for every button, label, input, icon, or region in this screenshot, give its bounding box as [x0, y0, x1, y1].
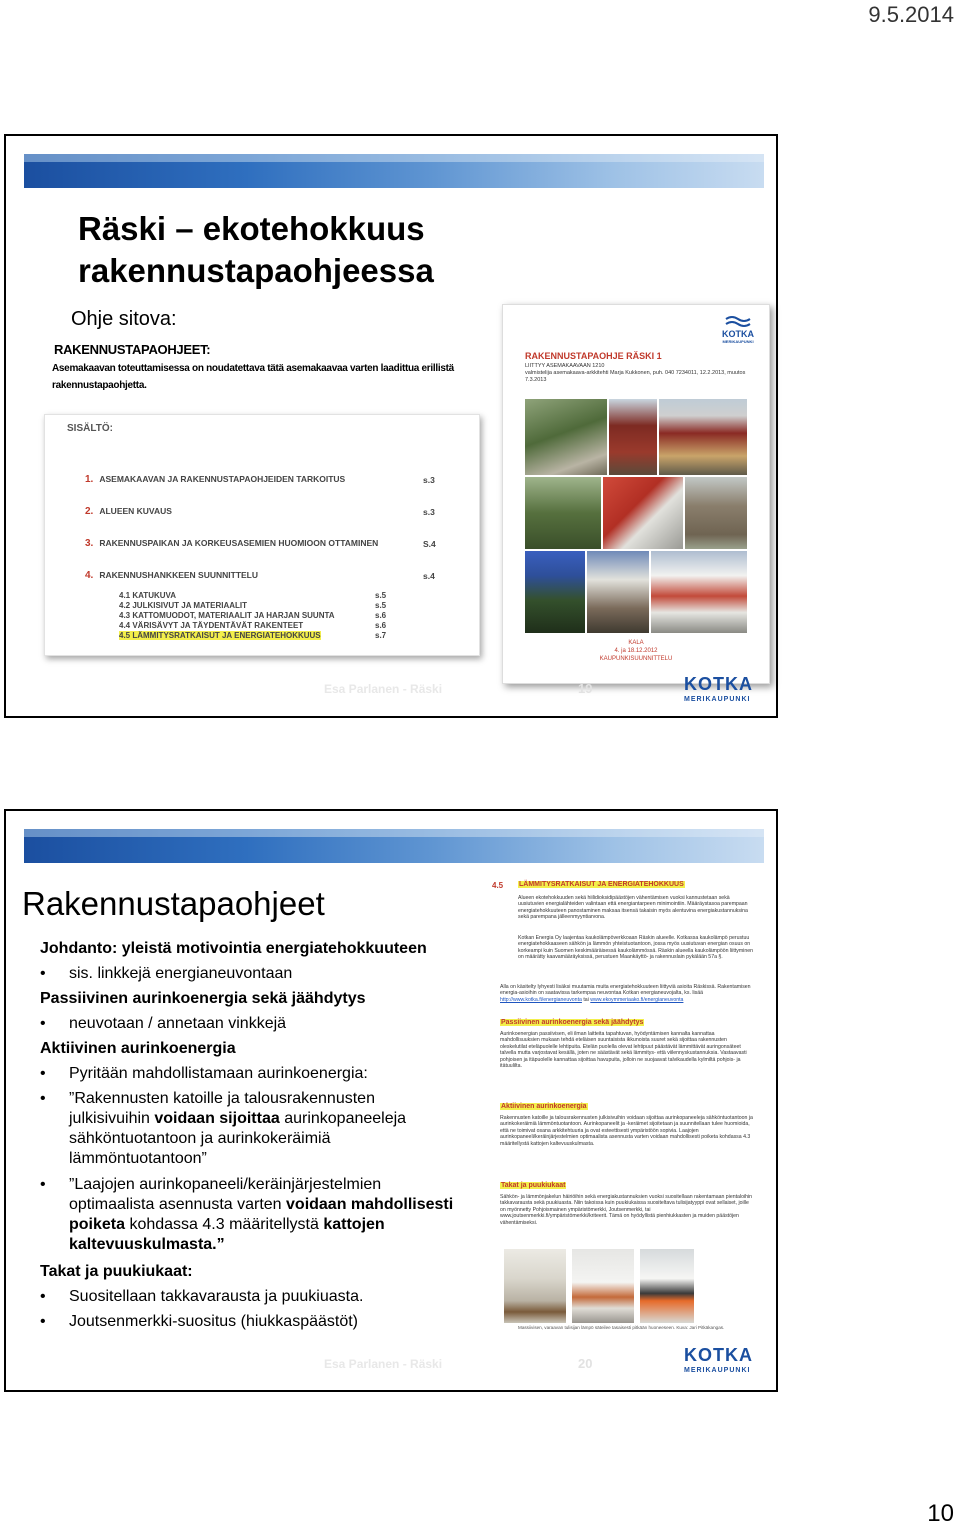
slide-title: Räski – ekotehokkuus rakennustapaohjeessa — [78, 210, 434, 289]
cover-kala-subtext: KAUPUNKISUUNNITTELU — [599, 656, 673, 662]
section-heading: Johdanto: yleistä motivointia energiatehokkuuteen — [40, 940, 427, 957]
cover-logo — [717, 315, 759, 344]
bullet-text: Joutsenmerkki-suositus (hiukkaspäästöt) — [69, 1313, 359, 1330]
kotka-logo — [684, 674, 753, 703]
bullet-item: • sis. linkkejä energianeuvontaan — [40, 964, 480, 984]
toc-subitem-page: s.7 — [375, 631, 387, 640]
cover-logo-text: KOTKA — [722, 329, 754, 339]
kotka-logo — [684, 1347, 753, 1379]
toc-item-number: 4. — [85, 570, 94, 581]
doc-photo-caption: Massiivisen, varaavan tulisijan lämpö säteilee tasaisesti pitkään huoneeseen. Kuva: Jari Pitkäkangas. — [518, 1325, 725, 1330]
cover-kala-text: KALA — [628, 640, 644, 646]
doc-paragraph: Sähkön- ja lämmönjakelun häiriöihin sekä energiakustannuksien vuoksi suositellaan rakentamaan pientaloihin takkavarausta sekä puukiuasta. Niin takoissa kuin puukiukaissa suositeltava tulisijatyyppi ovat sellaiset, joille on myönnetty Pohjoismainen ympäristömerkki, Joutsenmerkki, tai www.joutsenmerkki.fi/ympäristömerkki/kriteerit. Tämä on hyödyllistä pienhiukkasten ja muiden päästöjen vähentämiseksi. — [500, 1194, 753, 1226]
toc-item-page: s.4 — [423, 571, 435, 581]
bullet-text: neuvotaan / annetaan vinkkejä — [69, 1015, 287, 1032]
slide-footer-author: Esa Parlanen - Räski — [324, 1357, 443, 1371]
photo-forest-path — [525, 399, 607, 475]
doc-subheading: Takat ja puukiukaat — [501, 1182, 566, 1189]
doc-paragraph: Aurinkoenergian passiivisen, eli ilman laitteita tapahtuvan, hyödyntämisen kannalta kannattaa mahdollisuuksien mukaan tehdä eteläisen suuntaisista ikkunoista suuret sekä sijoittaa rakennusten oleskelutilat eteläpuolelle lehtipuita. Etelän puolella olevat lehtipuut päästävät lämmittävät auringonsäteet talvella mutta varjostavat kesällä, joten ne säästävät sekä lämmitys- että viilennyskustannuksia. Vastaavasti pohjoisen ja itäpuolelle kannattaa sijoittaa havupuita, jolloin ne suojaavat talvikaudella kylmiltä pohjois- ja itätuulilta. — [500, 1031, 747, 1070]
doc-link[interactable]: http://www.kotka.fi/energianeuvonta — [500, 996, 582, 1003]
cover-page-thumbnail — [502, 304, 770, 684]
toc-item-label: ASEMAKAAVAN JA RAKENNUSTAPAOHJEIDEN TARKOITUS — [99, 474, 346, 484]
doc-link[interactable]: www.ekoymmeriaako.fi/energianeuvonta — [590, 996, 684, 1003]
kotka-logo-subtext: MERIKAUPUNKI — [684, 1367, 751, 1374]
toc-subitem-label: 4.5 LÄMMITYSRATKAISUT JA ENERGIATEHOKKUUS — [119, 631, 321, 640]
kotka-logo-text: KOTKA — [684, 674, 753, 694]
slide-header-band — [24, 829, 764, 863]
slide-number: 20 — [578, 1356, 593, 1371]
toc-item-number: 2. — [85, 506, 94, 517]
section-heading: Aktiivinen aurinkoenergia — [40, 1040, 236, 1057]
photo-fireplace — [504, 1249, 566, 1323]
photo-fireplace — [640, 1249, 694, 1323]
toc-subitem-label: 4.1 KATUKUVA — [119, 591, 177, 600]
toc-item — [85, 474, 445, 485]
photo-apartment — [651, 551, 747, 633]
toc-item-number: 1. — [85, 474, 94, 485]
toc-item-label: ALUEEN KUVAUS — [99, 506, 172, 516]
bullet-item: • Suositellaan takkavarausta ja puukiuasta. — [40, 1287, 480, 1307]
toc-subitem — [119, 611, 419, 621]
cover-line: LIITTYY ASEMAKAAVAAN 1210 — [525, 363, 605, 369]
toc-item-number: 3. — [85, 538, 94, 549]
toc-item-label: RAKENNUSPAIKAN JA KORKEUSASEMIEN HUOMIOON OTTAMINEN — [99, 538, 379, 548]
bullet-text: Suositellaan takkavarausta ja puukiuasta. — [69, 1288, 364, 1305]
quote-text: ”Rakennusten katoille ja talousrakennusten julkisivuihin — [69, 1090, 375, 1127]
doc-section-number: 4.5 — [492, 881, 504, 890]
slide-title: Rakennustapaohjeet — [22, 885, 325, 922]
toc-item-page: S.4 — [423, 539, 436, 549]
table-of-contents — [44, 414, 480, 656]
kotka-logo-subtext: MERIKAUPUNKI — [684, 696, 751, 703]
slide-subtitle: Ohje sitova: — [71, 308, 177, 330]
photo-red-house — [609, 399, 657, 475]
quote-text: aurinkopaneeleja sähköntuotantoon ja aurinkokeräimiä lämmöntuotantoon” — [69, 1110, 407, 1167]
quote-emphasis: kattojen kaltevuuskulmasta.” — [69, 1216, 385, 1253]
photo-meadow — [525, 477, 601, 549]
page-date: 9.5.2014 — [868, 2, 954, 27]
toc-item — [85, 538, 445, 549]
toc-subitem-page: s.5 — [375, 601, 387, 610]
slide-footer-author: Esa Parlanen - Räski — [324, 682, 443, 696]
doc-text: tai — [583, 996, 589, 1003]
toc-item-label: RAKENNUSHANKKEEN SUUNNITTELU — [99, 570, 259, 580]
bullet-item: • Pyritään mahdollistamaan aurinkoenergia: — [40, 1064, 480, 1084]
bullet-text: Pyritään mahdollistamaan aurinkoenergia: — [69, 1065, 368, 1082]
quote-emphasis: voidaan sijoittaa — [154, 1110, 280, 1127]
quote-text: ”Laajojen aurinkopaneeli/keräinjärjestelmien optimaalista asennusta varten — [69, 1176, 382, 1213]
doc-text: Alla on käsitelty lyhyesti lisäksi muutamia muita energiatehokkuuteen liittyviä asioita Räskissä. Rakentamisen energia-asioihin on saatavissa tarkempaa neuvontaa Kotkan energianeuvojalta, ks. lisää — [500, 984, 751, 997]
toc-subitem-label: 4.2 JULKISIVUT JA MATERIAALIT — [119, 601, 248, 610]
quote-text: kohdassa 4.3 määritellystä — [125, 1216, 324, 1233]
slide-19 — [4, 134, 778, 718]
cover-subtitle — [525, 363, 755, 384]
toc-subitem-page: s.6 — [375, 611, 387, 620]
quote-solar-panels: • ”Rakennusten katoille ja talousrakennusten julkisivuihin voidaan sijoittaa aurinkopaneeleja sähköntuotantoon ja aurinkokeräimiä lämmöntuotantoon” — [40, 1090, 407, 1167]
photo-fireplace — [572, 1249, 634, 1323]
cover-logo-subtext: MERIKAUPUNKI — [722, 339, 754, 344]
photo-houses — [659, 399, 747, 475]
photo-white-house — [587, 551, 649, 633]
toc-subitem — [119, 601, 419, 611]
cover-footer — [503, 639, 769, 663]
photo-pine-forest — [525, 551, 585, 633]
toc-item — [85, 570, 445, 581]
section-heading: Passiivinen aurinkoenergia sekä jäähdytys — [40, 990, 366, 1007]
toc-subitem-highlighted — [119, 631, 419, 641]
doc-subheading: Aktiivinen aurinkoenergia — [501, 1103, 587, 1110]
cover-title: RAKENNUSTAPAOHJE RÄSKI 1 — [525, 351, 662, 361]
slide-header-band — [24, 154, 764, 188]
photo-modern-house — [603, 477, 683, 549]
doc-section-heading: LÄMMITYSRATKAISUT JA ENERGIATEHOKKUUS — [519, 881, 684, 888]
bullet-text: sis. linkkejä energianeuvontaan — [69, 965, 293, 982]
waves-icon — [725, 315, 751, 327]
doc-subheading: Passiivinen aurinkoenergia sekä jäähdytys — [501, 1019, 644, 1026]
toc-subitem — [119, 591, 419, 601]
kotka-logo-text: KOTKA — [684, 1345, 753, 1365]
slide-20 — [4, 809, 778, 1392]
doc-paragraph: Rakennusten katoille ja talousrakennusten julkisivuihin voidaan sijoittaa aurinkopaneeleja sähköntuotantoon ja aurinkokeräimiä lämmöntuotantoon. Aurinkopaneelit ja -keräimet sijoitetaan ja suunnitellaan tulee huomioida, että ne toimivat osana arkkitehtuuria ja ovat esteettisesti ympäristöön sopivia. Laajojen aurinkopaneeli/keräinjärjestelmien optimaalista asennusta varten voidaan mahdollisesti poiketa kohdassa 4.3 määritellystä kattojen kaltevuuskulmasta. — [500, 1115, 753, 1147]
regulation-text: Asemakaavan toteuttamisessa on noudatettava tätä asemakaavaa varten laadittua erillistä rakennustapaohjetta. — [52, 363, 454, 391]
page-number: 10 — [927, 1500, 954, 1527]
slide-number: 19 — [578, 681, 593, 696]
toc-item — [85, 506, 445, 517]
toc-item-page: s.3 — [423, 507, 435, 517]
bullet-item: • neuvotaan / annetaan vinkkejä — [40, 1014, 480, 1034]
toc-subitem-page: s.5 — [375, 591, 387, 600]
quote-roof-angle: • ”Laajojen aurinkopaneeli/keräinjärjestelmien optimaalista asennusta varten voidaan mahdollisesti poiketa kohdassa 4.3 määritellystä kattojen kaltevuuskulmasta.” — [40, 1176, 454, 1253]
toc-title: SISÄLTÖ: — [67, 423, 113, 434]
bullet-item: • Joutsenmerkki-suositus (hiukkaspäästöt) — [40, 1312, 480, 1332]
quote-emphasis: voidaan mahdollisesti poiketa — [69, 1196, 454, 1233]
doc-paragraph: Kotkan Energia Oy laajentaa kaukolämpöverkkoaan Räskin alueelle. Kotkassa kaukolämpö perustuu energiatehokkaaseen sähkön ja lämmön yhteistuotantoon, jossa myös uusiutuvan energian osuus on korkeampi kuin Suomen keskimääräisessä kaukolämmössä. Räskin alueella kaukolämpöön liittyminen on määrätty kaavamääräyksissä, perustuen Maankäyttö- ja rakennuslain pykälään 57a §. — [518, 935, 753, 961]
regulation-heading: RAKENNUSTAPAOHJEET: — [54, 342, 211, 357]
toc-subitem-label: 4.3 KATTOMUODOT, MATERIAALIT JA HARJAN SUUNTA — [119, 611, 335, 620]
toc-subitem-label: 4.4 VÄRISÄVYT JA TÄYDENTÄVÄT RAKENTEET — [119, 621, 304, 630]
toc-subitem — [119, 621, 419, 631]
doc-paragraph — [500, 984, 754, 1003]
document-excerpt — [492, 877, 768, 1337]
toc-item-page: s.3 — [423, 475, 435, 485]
photo-wooden-house — [685, 477, 747, 549]
cover-line: valmistelija asemakaava-arkkitehti Marja Kukkonen, puh. 040 7234011, 12.2.2013, muutos 7.3.2013 — [525, 370, 746, 383]
doc-paragraph: Alueen ekotehokkuuden sekä hiilidioksidipäästöjen vähentämisen vuoksi kannustetaan sekä uusiutuvien energialähteiden valintaan että energiantarpeen minimointiin. Määräystasoa parempaan energiatehokkuuteen panostaminen maksaa itsensä takaisin myös alentuvina energiakustannuksina sekä parempana jälleenmyyntiarvona. — [518, 895, 748, 921]
section-heading: Takat ja puukiukaat: — [40, 1263, 193, 1280]
cover-kala-date: 4. ja 18.12.2012 — [614, 648, 658, 654]
toc-subitem-page: s.6 — [375, 621, 387, 630]
